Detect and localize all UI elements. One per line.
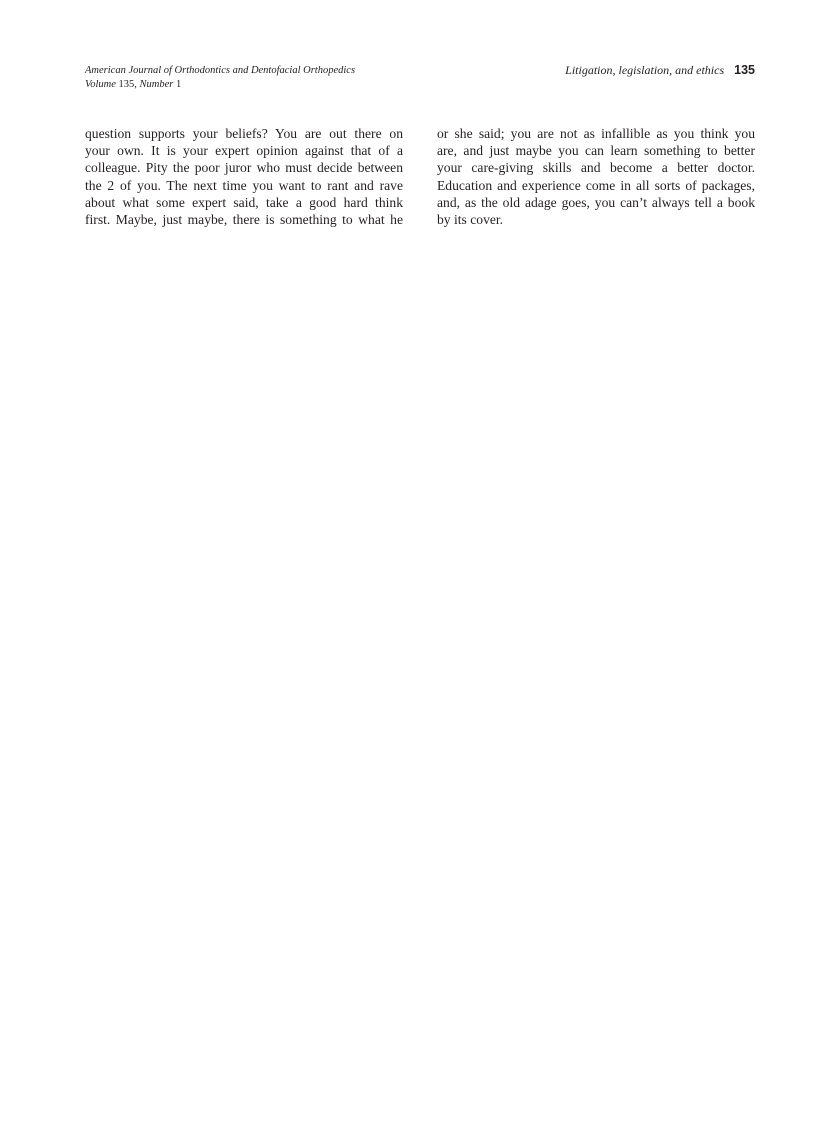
body-line: by its cover. <box>437 211 504 227</box>
body-line: first. Maybe, just maybe, there is something to what he <box>85 211 403 227</box>
body-line: the 2 of you. The next time you want to rant and rave <box>85 177 403 193</box>
body-line: Education and experience come in all sorts of packages, <box>437 177 755 193</box>
page-number: 135 <box>734 63 755 77</box>
running-head-section <box>565 62 755 78</box>
section-title: Litigation, legislation, and ethics <box>565 63 725 77</box>
body-line: or she said; you are not as infallible as you think you <box>437 126 755 141</box>
body-line: your own. It is your expert opinion against that of a <box>85 143 403 159</box>
body-line: colleague. Pity the poor juror who must decide between <box>85 160 403 176</box>
body-line: question supports your beliefs? You are out there on <box>85 126 403 141</box>
journal-title: American Journal of Orthodontics and Dentofacial Orthopedics <box>85 65 356 76</box>
body-line: and, as the old adage goes, you can’t always tell a book <box>437 194 755 210</box>
body-line: your care-giving skills and become a better doctor. <box>437 160 755 176</box>
number-value: 1 <box>176 79 182 90</box>
volume-number: 135, <box>118 79 137 90</box>
volume-label: Volume <box>85 79 116 90</box>
left-column <box>85 125 403 228</box>
running-head-journal <box>85 64 355 92</box>
volume-issue <box>85 78 355 92</box>
body-line: are, and just maybe you can learn something to better <box>437 143 755 159</box>
body-line: about what some expert said, take a good hard think <box>85 194 403 210</box>
right-column <box>437 125 755 228</box>
number-label: Number <box>139 79 174 90</box>
